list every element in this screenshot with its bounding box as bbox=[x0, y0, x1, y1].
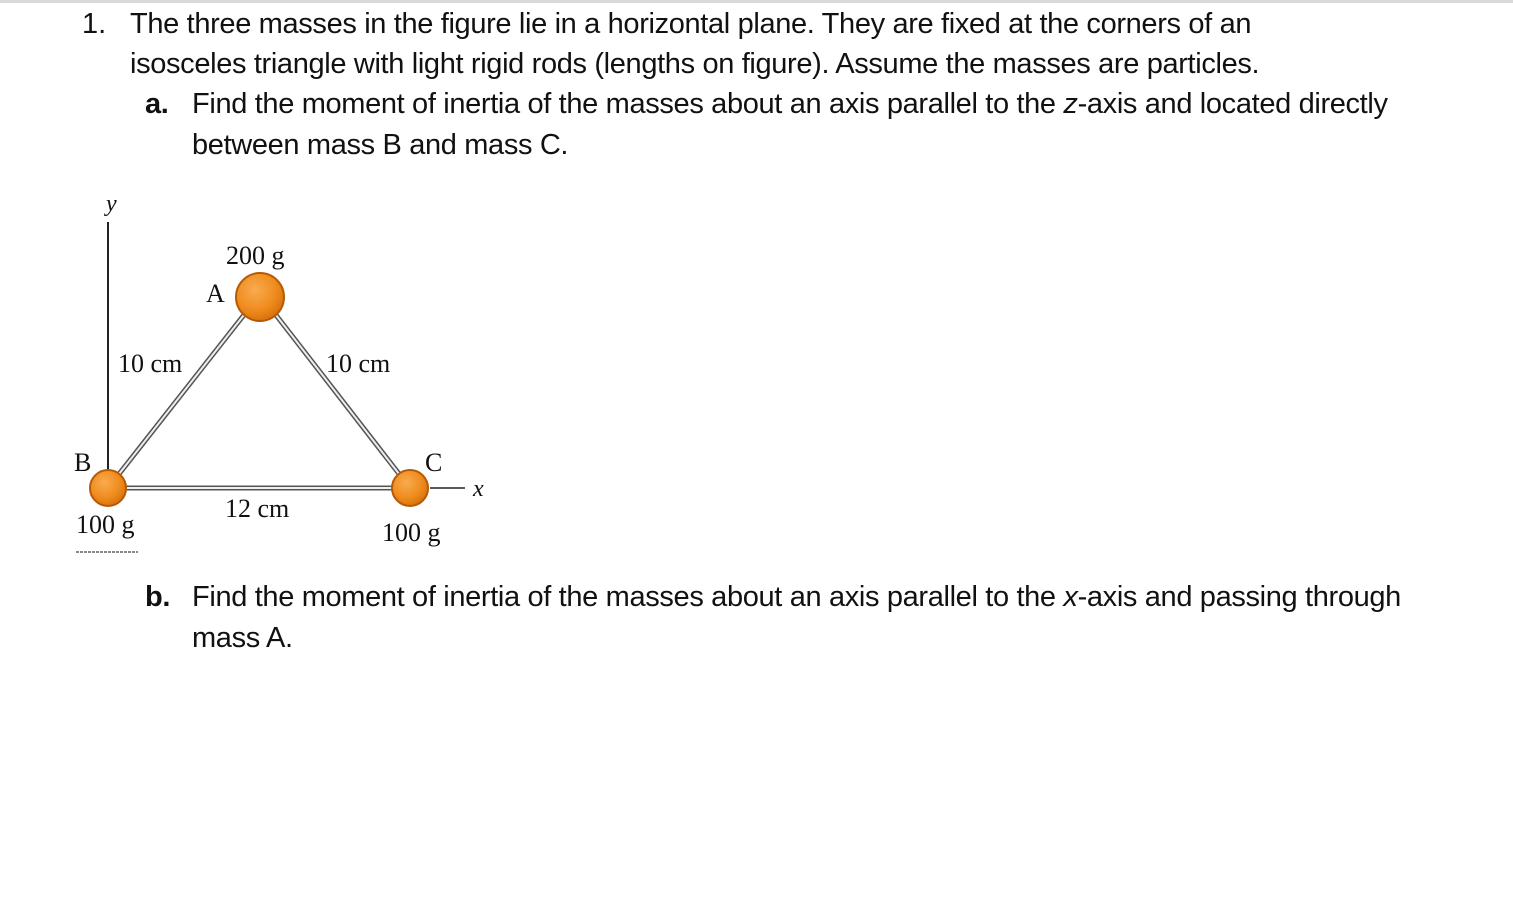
part-a-label: a. bbox=[145, 88, 169, 120]
part-b-text-before: Find the moment of inertia of the masses about an axis parallel to the bbox=[192, 581, 1064, 613]
triangle-figure bbox=[60, 185, 520, 570]
rod-bc-length: 12 cm bbox=[225, 494, 290, 523]
mass-a-value: 200 g bbox=[226, 241, 285, 270]
mass-b-ball bbox=[90, 470, 126, 506]
part-b-text-after: -axis and passing through mass A. bbox=[192, 581, 1401, 654]
part-a-text-before: Find the moment of inertia of the masses about an axis parallel to the bbox=[192, 88, 1064, 120]
mass-b-label: B bbox=[74, 448, 92, 477]
rod-ab bbox=[108, 297, 258, 488]
mass-c-label: C bbox=[425, 448, 443, 477]
part-b-label: b. bbox=[145, 581, 171, 613]
rod-ac-length: 10 cm bbox=[326, 349, 391, 378]
question-line-2: isosceles triangle with light rigid rods (lengths on figure). Assume the masses are particles. bbox=[130, 48, 1260, 80]
part-a-text bbox=[192, 84, 1432, 166]
rod-ac bbox=[262, 297, 410, 488]
y-axis-label: y bbox=[106, 191, 117, 217]
part-b-text bbox=[192, 577, 1432, 659]
mass-a-ball bbox=[236, 273, 284, 321]
figure-svg bbox=[60, 185, 520, 565]
mass-a-label: A bbox=[206, 279, 225, 308]
part-a-text-after: -axis and located directly between mass B and mass C. bbox=[192, 88, 1388, 161]
part-a-axis: z bbox=[1063, 88, 1078, 120]
part-b-axis: x bbox=[1063, 581, 1078, 613]
mass-c-value: 100 g bbox=[382, 518, 441, 547]
question-line-1: The three masses in the figure lie in a horizontal plane. They are fixed at the corners of an bbox=[130, 8, 1252, 40]
mass-c-ball bbox=[392, 470, 428, 506]
top-border bbox=[0, 0, 1513, 3]
rod-ab-length: 10 cm bbox=[118, 349, 183, 378]
question-text bbox=[130, 4, 1430, 84]
x-axis-label: x bbox=[473, 476, 484, 502]
mass-b-value: 100 g bbox=[76, 510, 135, 539]
question-number: 1. bbox=[82, 8, 107, 40]
